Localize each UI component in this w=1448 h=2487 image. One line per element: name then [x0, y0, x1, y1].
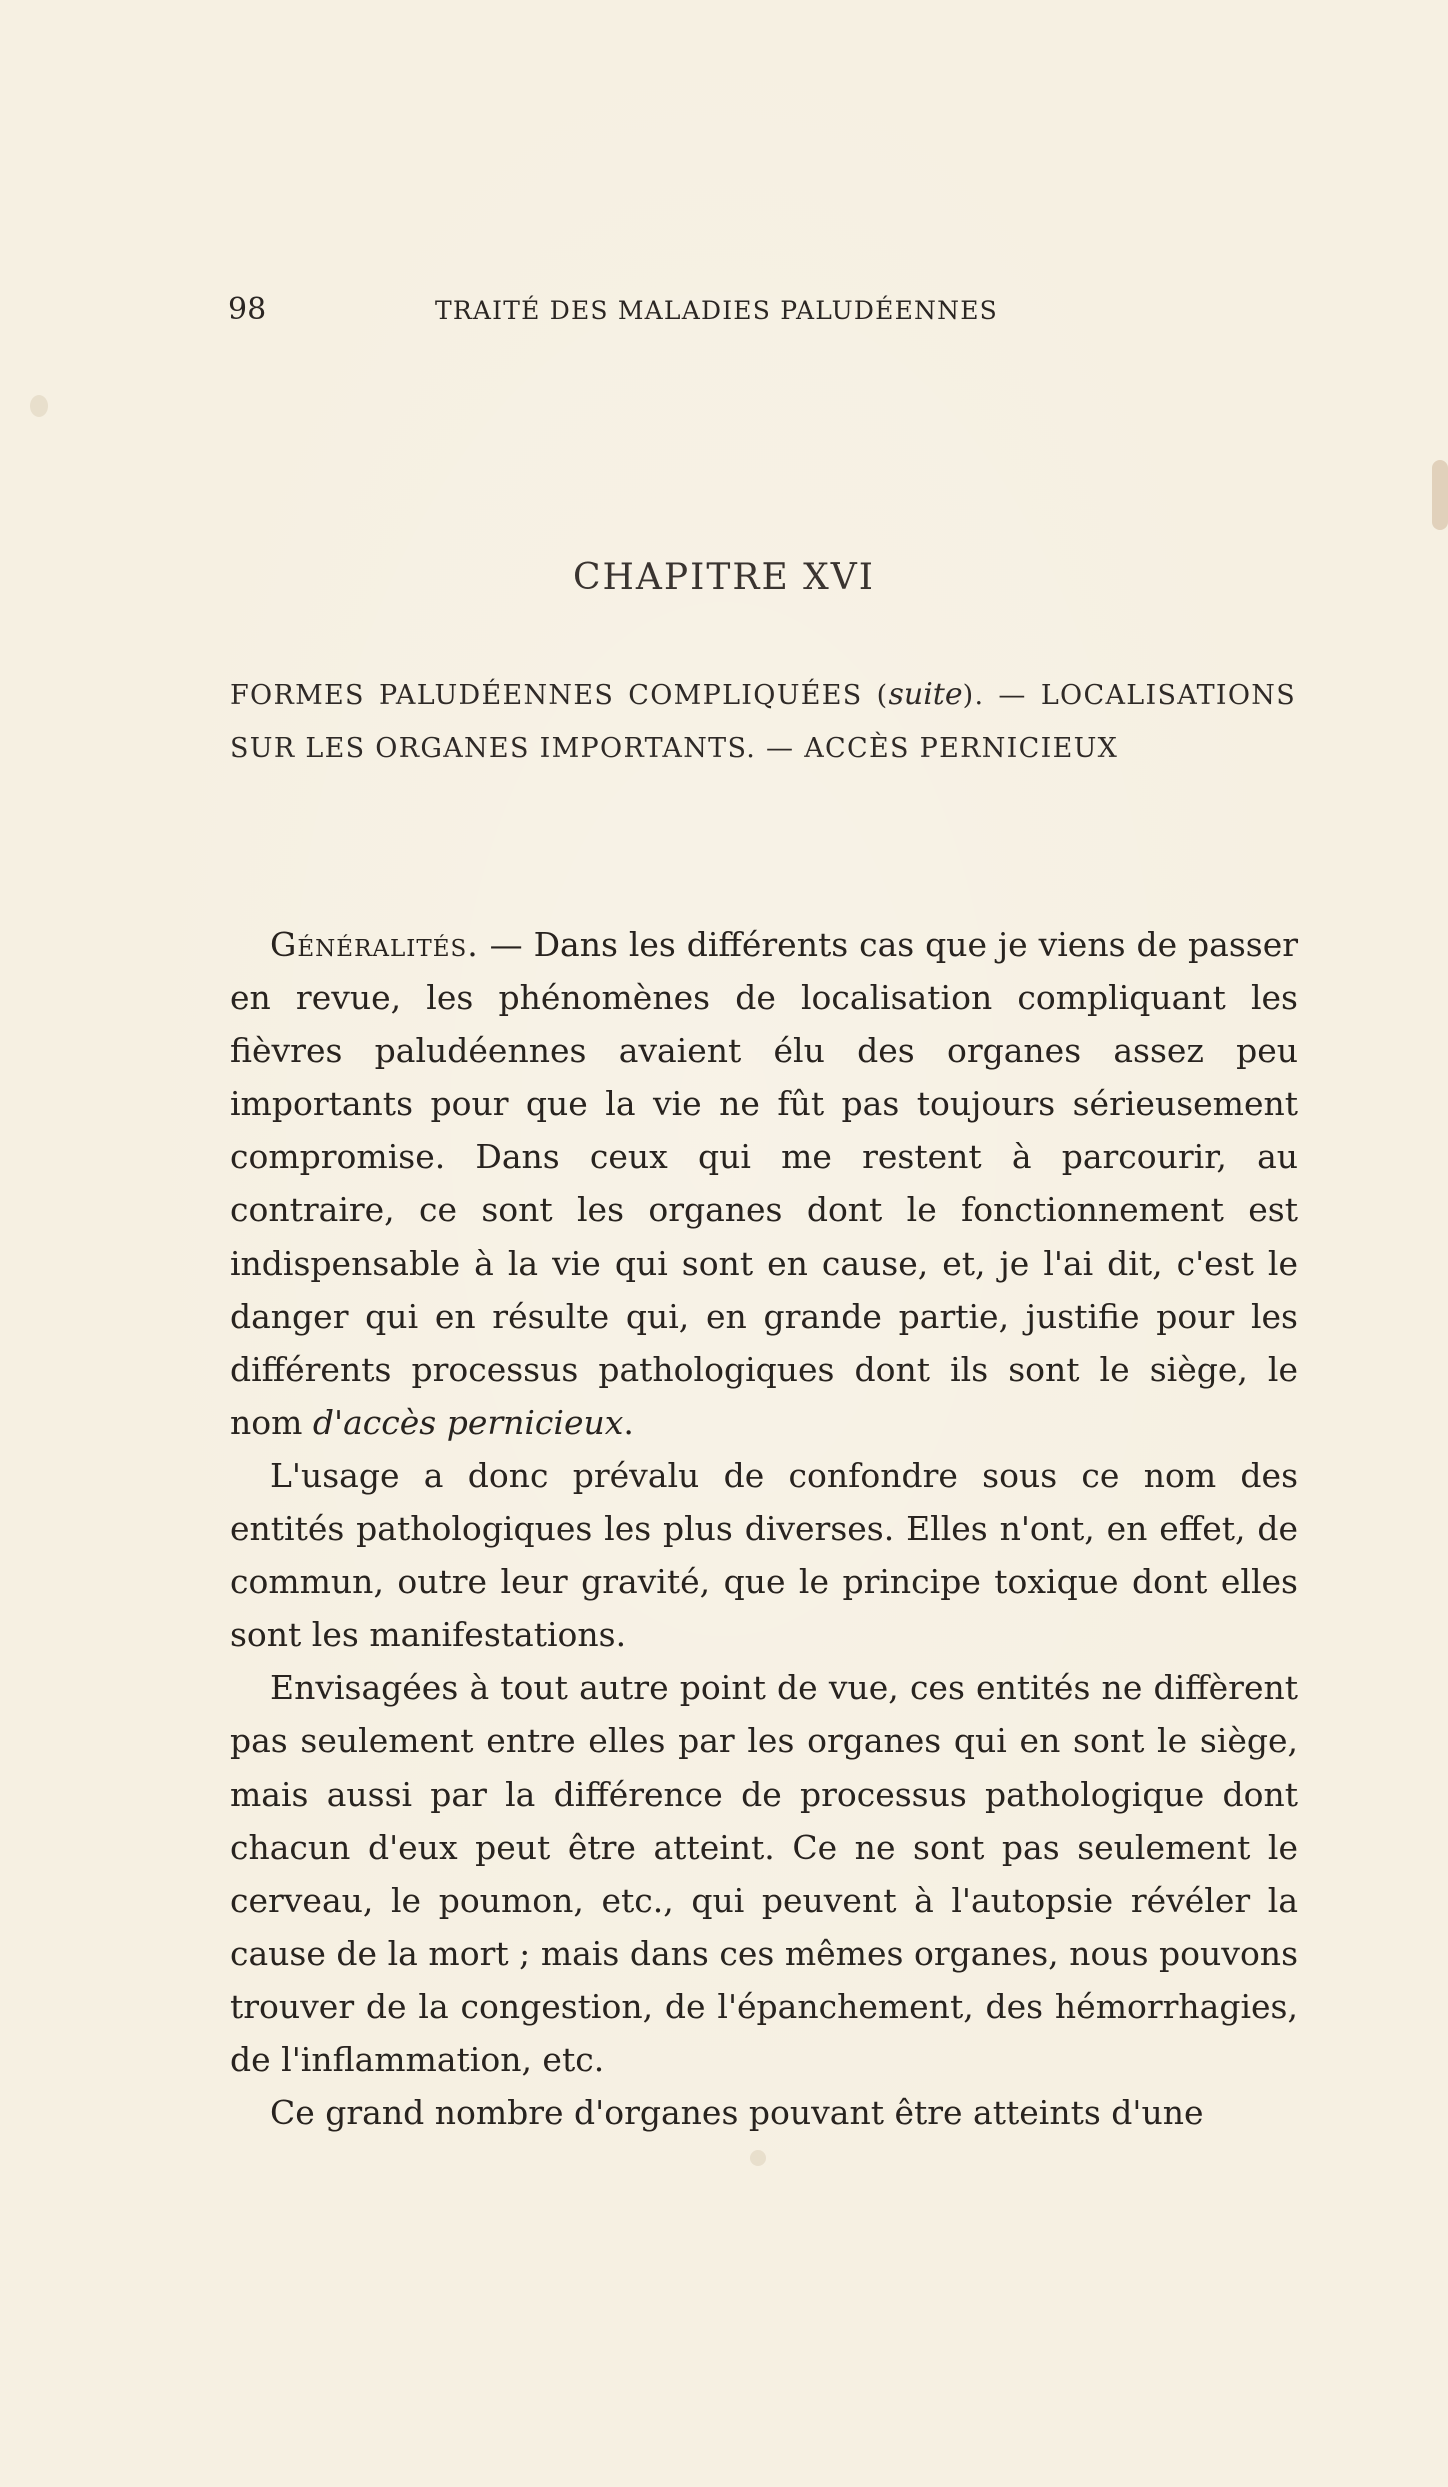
section-lead: Généralités. [270, 925, 479, 964]
paragraph: Ce grand nombre d'organes pouvant être atteints d'une [270, 2093, 1204, 2133]
paragraph: L'usage a donc prévalu de confondre sous ce nom des entités pathologiques les plus diverses. Elles n'ont, en effet, de commun, outre leur gravité, que le principe toxique dont elles sont les manifestations. [230, 1455, 1298, 1655]
paper-stain [30, 395, 48, 417]
paragraph [230, 918, 1298, 1449]
italic-term: d'accès pernicieux [312, 1402, 624, 1442]
chapter-subtitle [230, 668, 1296, 775]
paper-stain [750, 2150, 766, 2166]
body-text [230, 918, 1298, 2139]
chapter-subtitle-part-a: FORMES PALUDÉENNES COMPLIQUÉES ( [230, 680, 889, 711]
paper-stain [1432, 460, 1448, 530]
running-head [228, 292, 1078, 332]
page-number: 98 [228, 292, 267, 327]
chapter-subtitle-part-b: ). — LOCALISATIONS SUR LES ORGANES IMPORTANTS. — ACCÈS PERNICIEUX [230, 680, 1296, 764]
paragraph-text: — Dans les différents cas que je viens de passer en revue, les phénomènes de localisation compliquant les fièvres paludéennes avaient élu des organes assez peu importants pour que la vie ne fût pas toujours sérieusement compromise. Dans ceux qui me restent à parcourir, au contraire, ce sont les organes dont le fonctionnement est indispensable à la vie qui sont en cause, et, je l'ai dit, c'est le danger qui en résulte qui, en grande partie, justifie pour les différents processus pathologiques dont ils sont le siège, le nom [230, 925, 1298, 1442]
paragraph: Envisagées à tout autre point de vue, ces entités ne diffèrent pas seulement entre elles par les organes qui en sont le siège, mais aussi par la différence de processus pathologique dont chacun d'eux peut être atteint. Ce ne sont pas seulement le cerveau, le poumon, etc., qui peuvent à l'autopsie révéler la cause de la mort ; mais dans ces mêmes organes, nous pouvons trouver de la congestion, de l'épanchement, des hémorrhagies, de l'inflammation, etc. [230, 1668, 1298, 2079]
running-title: TRAITÉ DES MALADIES PALUDÉENNES [435, 296, 998, 325]
paragraph-text-end: . [623, 1402, 634, 1442]
chapter-subtitle-italic: suite [888, 677, 963, 712]
chapter-title: CHAPITRE XVI [572, 557, 876, 598]
